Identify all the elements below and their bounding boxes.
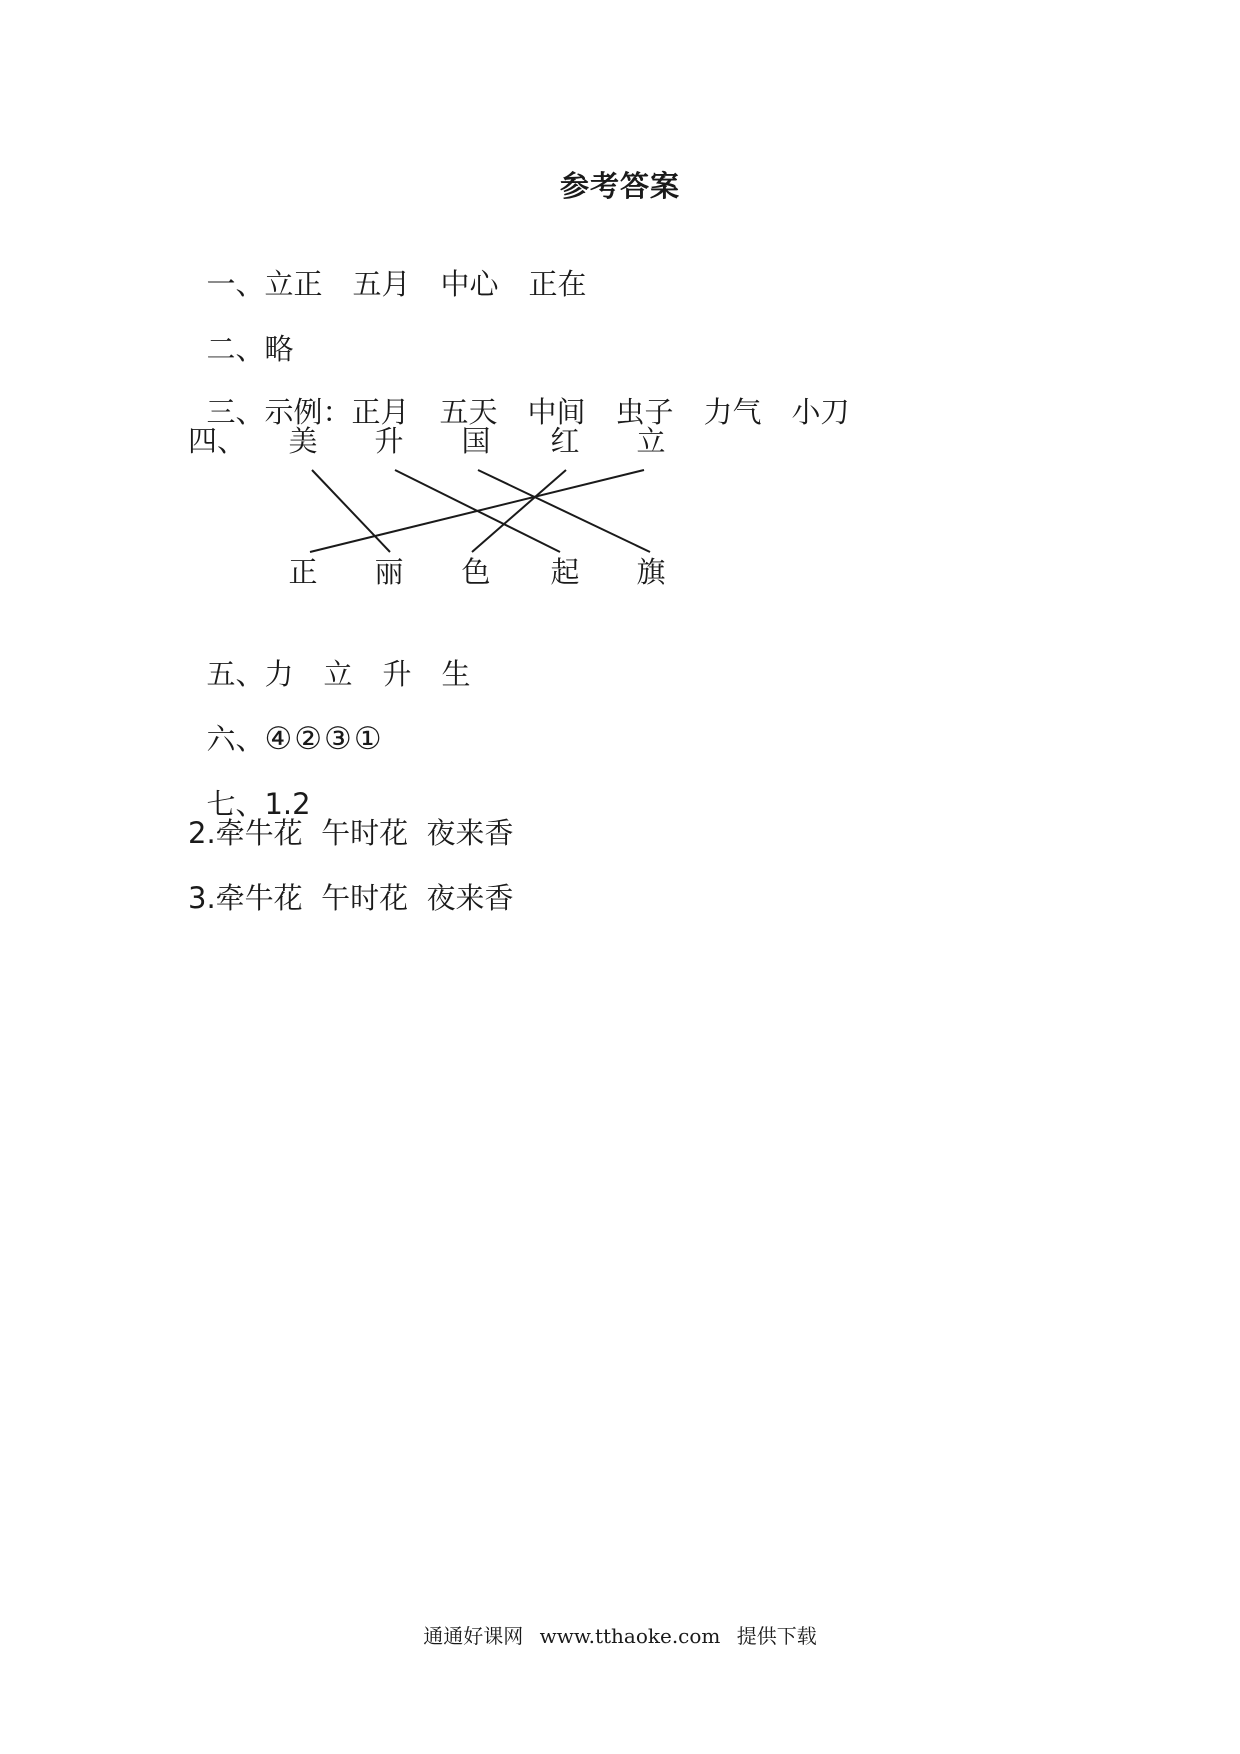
q5-word: 立 <box>323 657 353 691</box>
footer-url[interactable]: www.tthaoke.com <box>539 1624 721 1648</box>
circled-number: ① <box>353 721 382 757</box>
q7-label: 七、 <box>206 787 265 821</box>
footer <box>0 1620 1240 1649</box>
q6-label: 六、 <box>206 722 265 756</box>
q7-line1: 1.2 <box>264 787 311 821</box>
q3-word: 小刀 <box>791 395 850 429</box>
circled-number: ④ <box>264 721 293 757</box>
match-bottom-char: 正 <box>288 555 318 589</box>
answer-7 <box>188 750 311 822</box>
match-line <box>472 470 566 552</box>
q2-label: 二、 <box>206 332 265 366</box>
circled-number: ③ <box>324 721 352 757</box>
q5-word: 升 <box>382 657 412 691</box>
footer-site: 通通好课网 <box>423 1624 524 1648</box>
q3-prefix: 示例： <box>264 395 352 429</box>
match-top-char: 升 <box>374 424 404 458</box>
q1-word: 中心 <box>440 267 499 301</box>
match-line <box>310 470 644 552</box>
match-bottom-char: 丽 <box>374 555 404 589</box>
match-line <box>312 470 390 552</box>
match-top-char: 红 <box>550 424 580 458</box>
match-top-char: 国 <box>461 424 491 458</box>
q7-line2: 2.牵牛花 午时花 夜来香 <box>188 816 514 850</box>
q5-label: 五、 <box>206 657 265 691</box>
q3-word: 正月 <box>351 395 410 429</box>
q3-word: 虫子 <box>615 395 674 429</box>
circled-number: ② <box>294 721 323 757</box>
q3-word: 力气 <box>703 395 762 429</box>
match-top-char: 美 <box>288 424 318 458</box>
q4-label: 四、 <box>188 424 247 458</box>
answer-5 <box>188 620 501 692</box>
q5-word: 力 <box>264 657 294 691</box>
q7-line3: 3.牵牛花 午时花 夜来香 <box>188 881 514 915</box>
answer-6 <box>188 685 384 757</box>
q5-word: 生 <box>441 657 471 691</box>
q1-word: 五月 <box>352 267 411 301</box>
q1-word: 正在 <box>528 267 587 301</box>
q1-label: 一、 <box>206 267 265 301</box>
q3-label: 三、 <box>206 395 265 429</box>
match-bottom-char: 起 <box>550 555 580 589</box>
q3-word: 中间 <box>527 395 586 429</box>
page-title: 参考答案 <box>559 169 680 203</box>
match-line <box>478 470 650 552</box>
q1-word: 立正 <box>264 267 323 301</box>
match-top-char: 立 <box>636 424 666 458</box>
q2-text: 略 <box>264 332 294 366</box>
match-bottom-char: 旗 <box>636 555 666 589</box>
q3-word: 五天 <box>439 395 498 429</box>
footer-suffix: 提供下载 <box>736 1624 817 1648</box>
match-bottom-char: 色 <box>461 555 491 589</box>
